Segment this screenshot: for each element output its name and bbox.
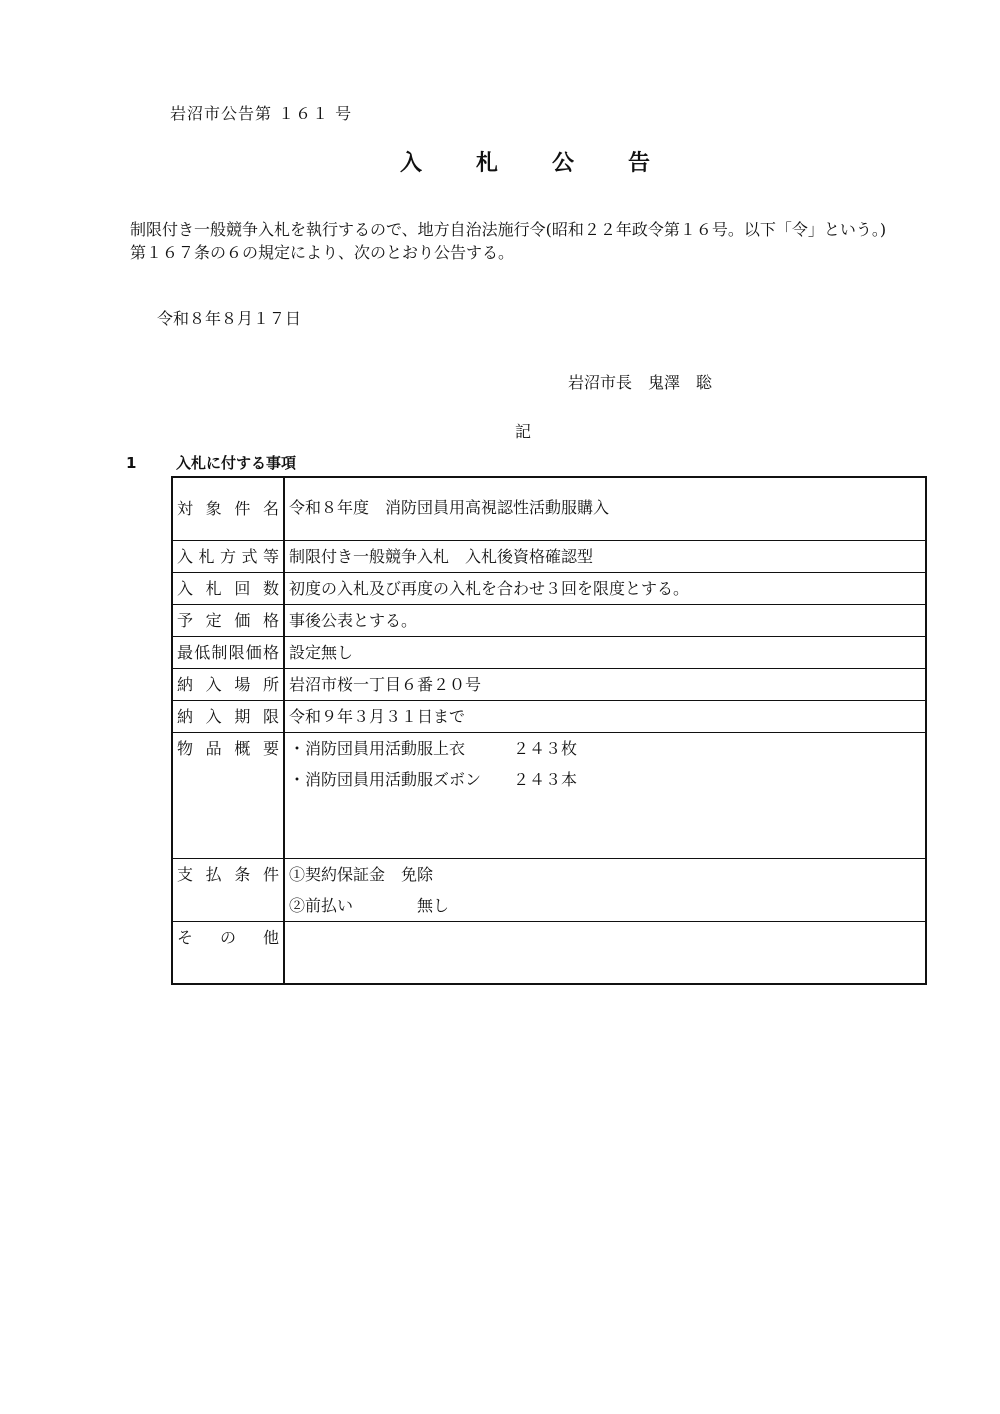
row-value: [284, 921, 926, 984]
notice-number: 岩沼市公告第 １６１ 号: [170, 104, 353, 123]
row-label: 最低制限価格: [172, 636, 284, 668]
bid-details-table: [171, 476, 927, 985]
row-label: その他: [172, 921, 284, 984]
value-line: 制限付き一般競争入札 入札後資格確認型: [289, 546, 594, 566]
row-label: 入札方式等: [172, 540, 284, 572]
row-value: [284, 700, 926, 732]
value-line: 事後公表とする。: [289, 610, 418, 630]
row-label: 納入期限: [172, 700, 284, 732]
table-row: [172, 668, 926, 700]
row-label: 対象件名: [172, 477, 284, 540]
row-label: 入札回数: [172, 572, 284, 604]
table-row: [172, 700, 926, 732]
row-label: 支払条件: [172, 858, 284, 921]
row-label: 納入場所: [172, 668, 284, 700]
section-heading: [126, 452, 296, 473]
value-line: 初度の入札及び再度の入札を合わせ３回を限度とする。: [289, 578, 690, 598]
row-value: [284, 858, 926, 921]
table-row: [172, 572, 926, 604]
value-line: ②前払い 無し: [289, 895, 450, 915]
row-value: [284, 732, 926, 858]
row-value: [284, 572, 926, 604]
section-number: 1: [126, 454, 137, 472]
table-row: [172, 732, 926, 858]
document-title: [400, 146, 650, 177]
intro-paragraph: 制限付き一般競争入札を執行するので、地方自治法施行令(昭和２２年政令第１６号。以下「令」という。)第１６７条の６の規定により、次のとおり公告する。: [130, 220, 887, 262]
value-line: 岩沼市桜一丁目６番２０号: [289, 674, 482, 694]
value-line: 設定無し: [289, 642, 354, 662]
issuer-name: 岩沼市長 鬼澤 聡: [568, 373, 713, 392]
value-line: 令和８年度 消防団員用高視認性活動服購入: [289, 498, 610, 517]
value-line: 令和９年３月３１日まで: [289, 706, 466, 726]
row-value: [284, 668, 926, 700]
value-line: ・消防団員用活動服ズボン ２４３本: [289, 769, 578, 789]
table-row: [172, 477, 926, 540]
table-row: [172, 858, 926, 921]
title-char: 公: [551, 151, 574, 176]
title-char: 告: [627, 151, 650, 176]
table-row: [172, 604, 926, 636]
ki-marker: 記: [515, 422, 532, 441]
row-value: [284, 540, 926, 572]
value-line: ・消防団員用活動服上衣 ２４３枚: [289, 738, 578, 758]
row-value: [284, 477, 926, 540]
row-value: [284, 636, 926, 668]
table-row: [172, 540, 926, 572]
row-label: 物品概要: [172, 732, 284, 858]
row-value: [284, 604, 926, 636]
value-line: ①契約保証金 免除: [289, 864, 434, 884]
row-label: 予定価格: [172, 604, 284, 636]
issue-date: 令和８年８月１７日: [157, 309, 302, 328]
title-char: 入: [400, 151, 423, 176]
section-title: 入札に付する事項: [176, 454, 297, 472]
title-char: 札: [475, 151, 498, 176]
table-row: [172, 921, 926, 984]
table-row: [172, 636, 926, 668]
